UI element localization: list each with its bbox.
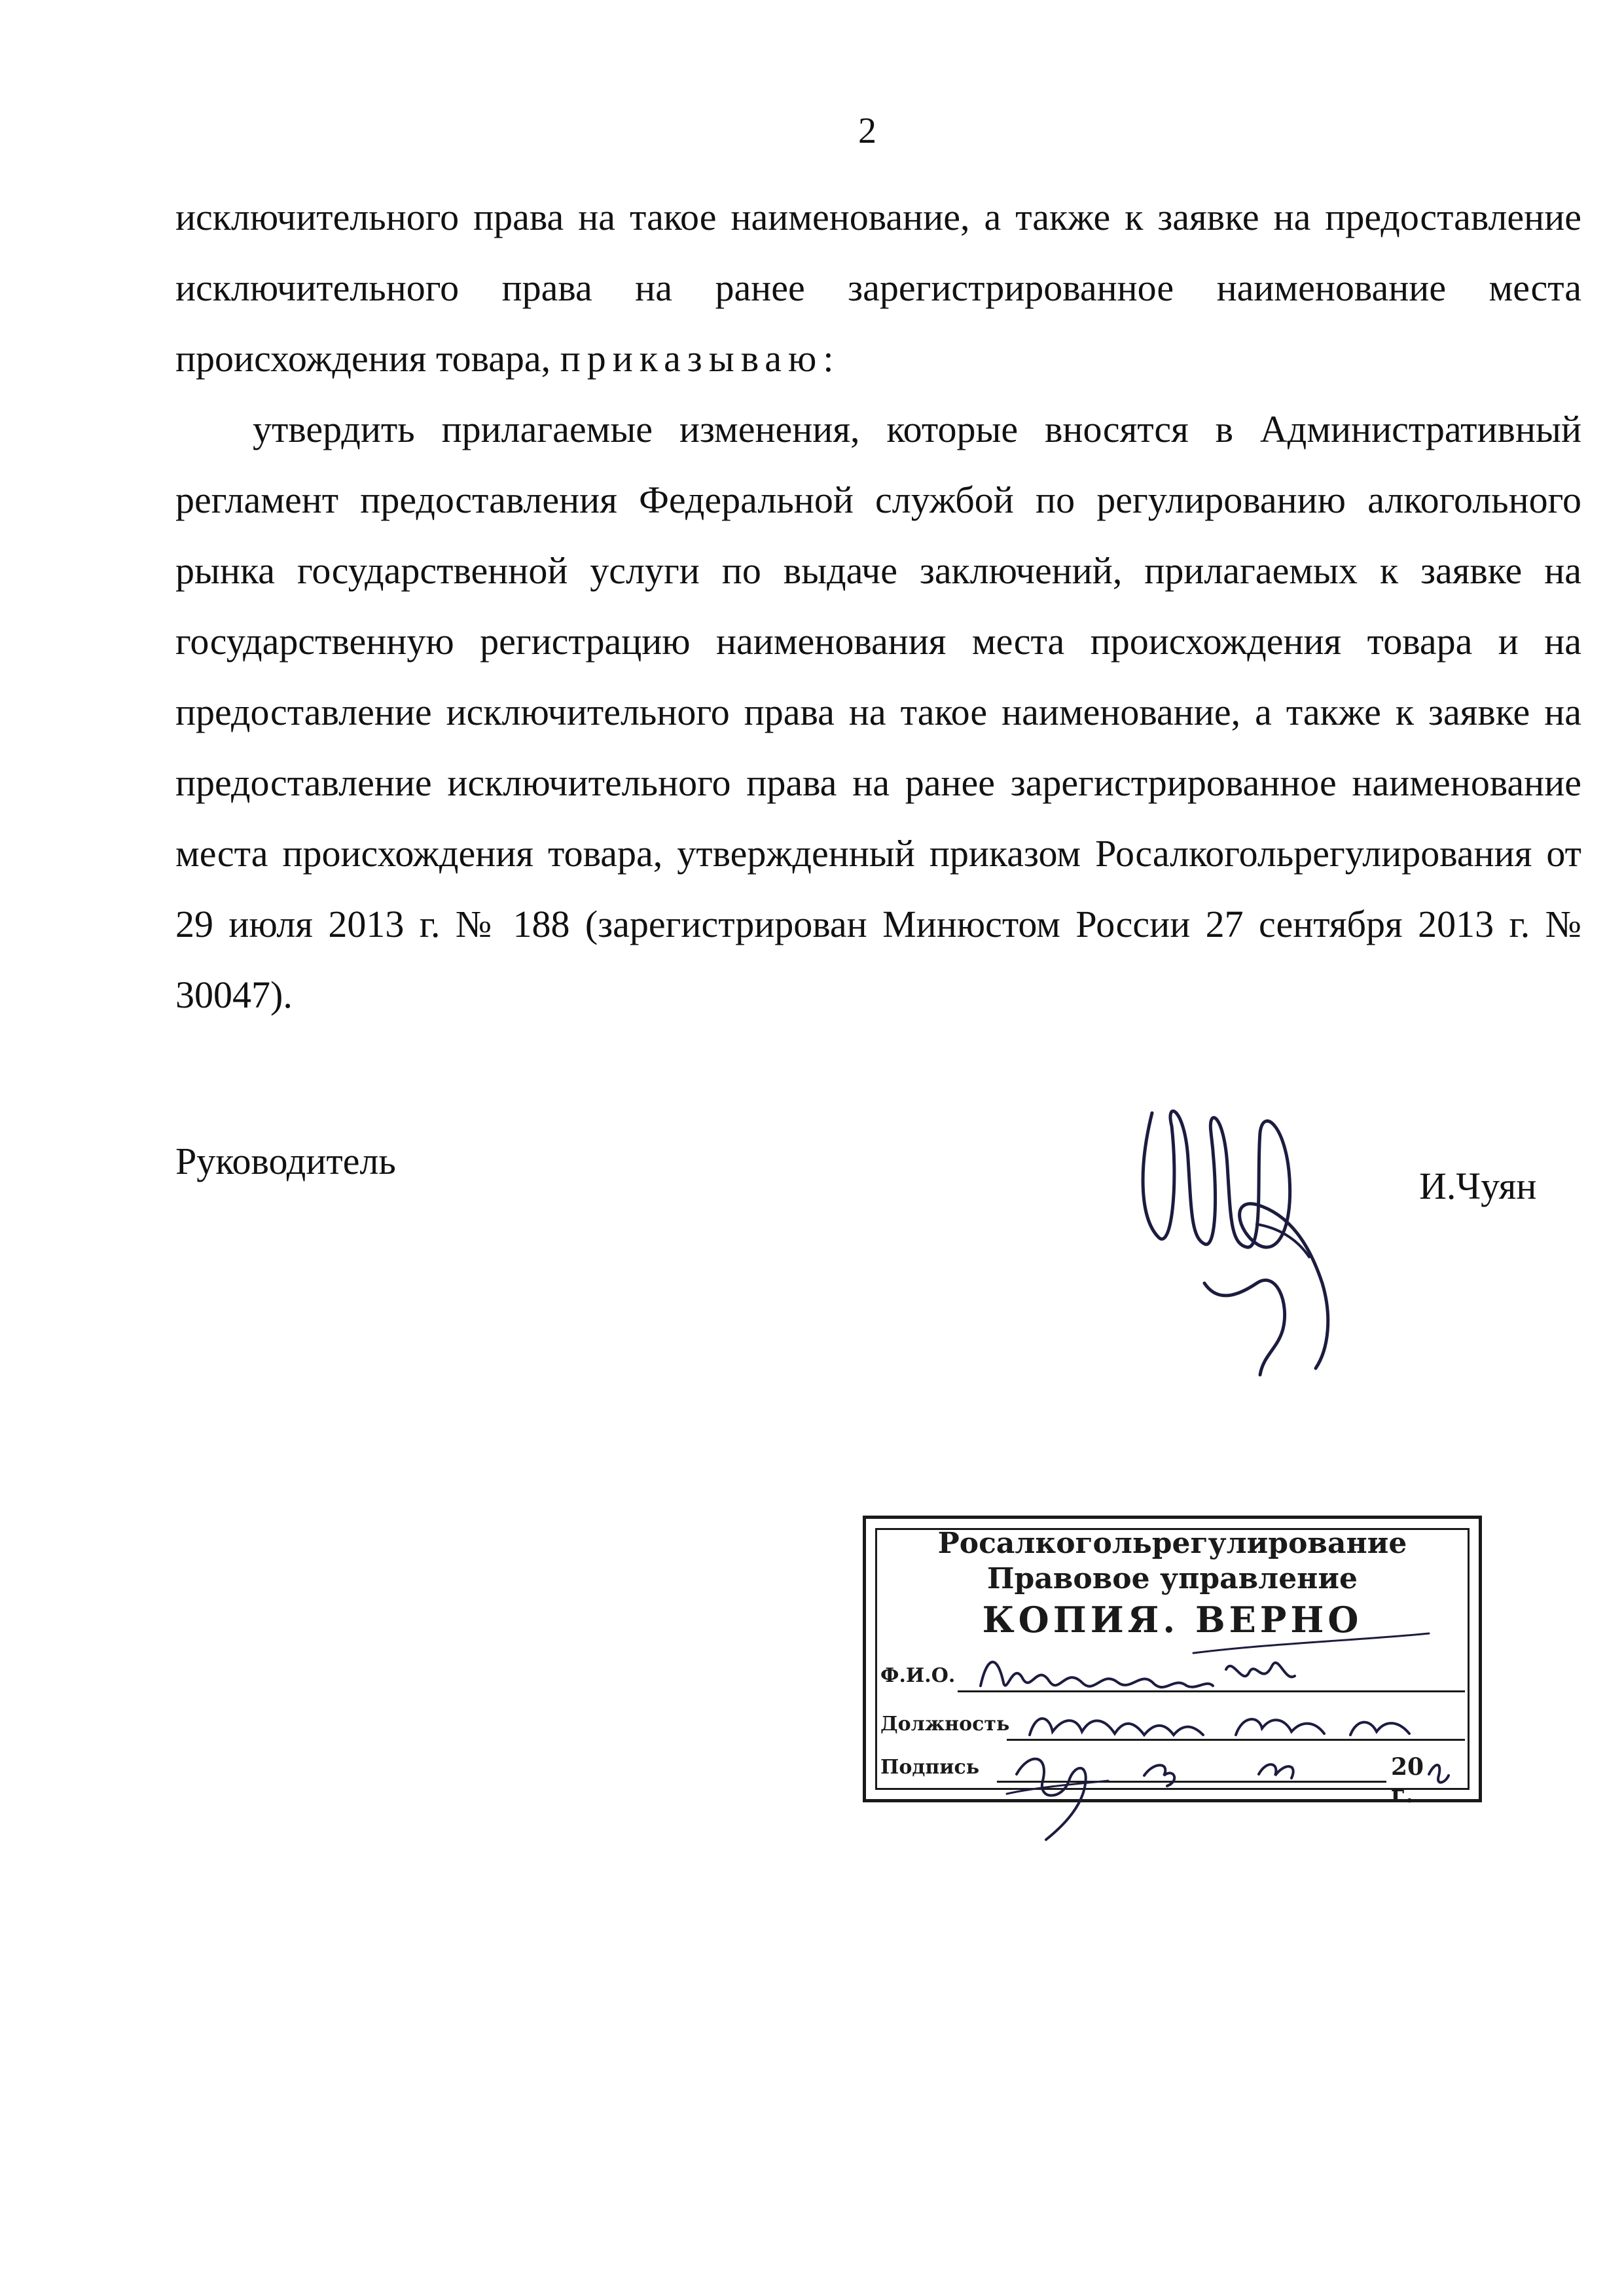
stamp-year [1391, 1753, 1479, 1808]
stamp-certification: КОПИЯ. ВЕРНО [982, 1599, 1363, 1641]
stamp-fio-line [958, 1690, 1465, 1692]
stamp-signature-line [997, 1781, 1386, 1783]
page-number: 2 [858, 111, 876, 151]
stamp-organization: Росалкогольрегулирование [937, 1527, 1407, 1560]
stamp-position-line [1007, 1739, 1465, 1741]
stamp-department: Правовое управление [986, 1562, 1358, 1595]
signer-title: Руководитель [175, 1140, 396, 1182]
stamp-year-prefix: 20 [1391, 1753, 1424, 1781]
signer-name: И.Чуян [1419, 1165, 1537, 1207]
stamp-signature-label: Подпись [880, 1756, 980, 1779]
stamp-position-label: Должность [880, 1713, 1010, 1736]
certification-stamp [863, 1516, 1482, 1808]
document-body [175, 182, 1581, 1030]
paragraph-order-text: утвердить прилагаемые изменения, которые вносятся в Административный регламент предоставления Федеральной службой по регулированию алкогольного рынка государственной услуги по выдаче заключений, прилагаемых к заявке на государственную регистрацию наименования места происхождения товара и на предоставление исключительного права на такое наименование, а также к заявке на предоставление исключительного права на ранее зарегистрированное наименование места происхождения товара, утвержденный приказом Росалкогольрегулирования от 29 июля 2013 г. № 188 (зарегистрирован Минюстом России 27 сентября 2013 г. № 30047). [175, 408, 1581, 1016]
stamp-fio-label: Ф.И.О. [880, 1664, 956, 1687]
order-keyword: приказываю: [560, 337, 840, 380]
stamp-year-suffix: г. [1391, 1781, 1414, 1808]
signature-image [1126, 1087, 1362, 1388]
paragraph-continuation [175, 182, 1581, 394]
paragraph-continuation-text: исключительного права на такое наименование, а также к заявке на предоставление исключительного права на ранее зарегистрированное наименование места происхождения товара, [175, 196, 1581, 380]
